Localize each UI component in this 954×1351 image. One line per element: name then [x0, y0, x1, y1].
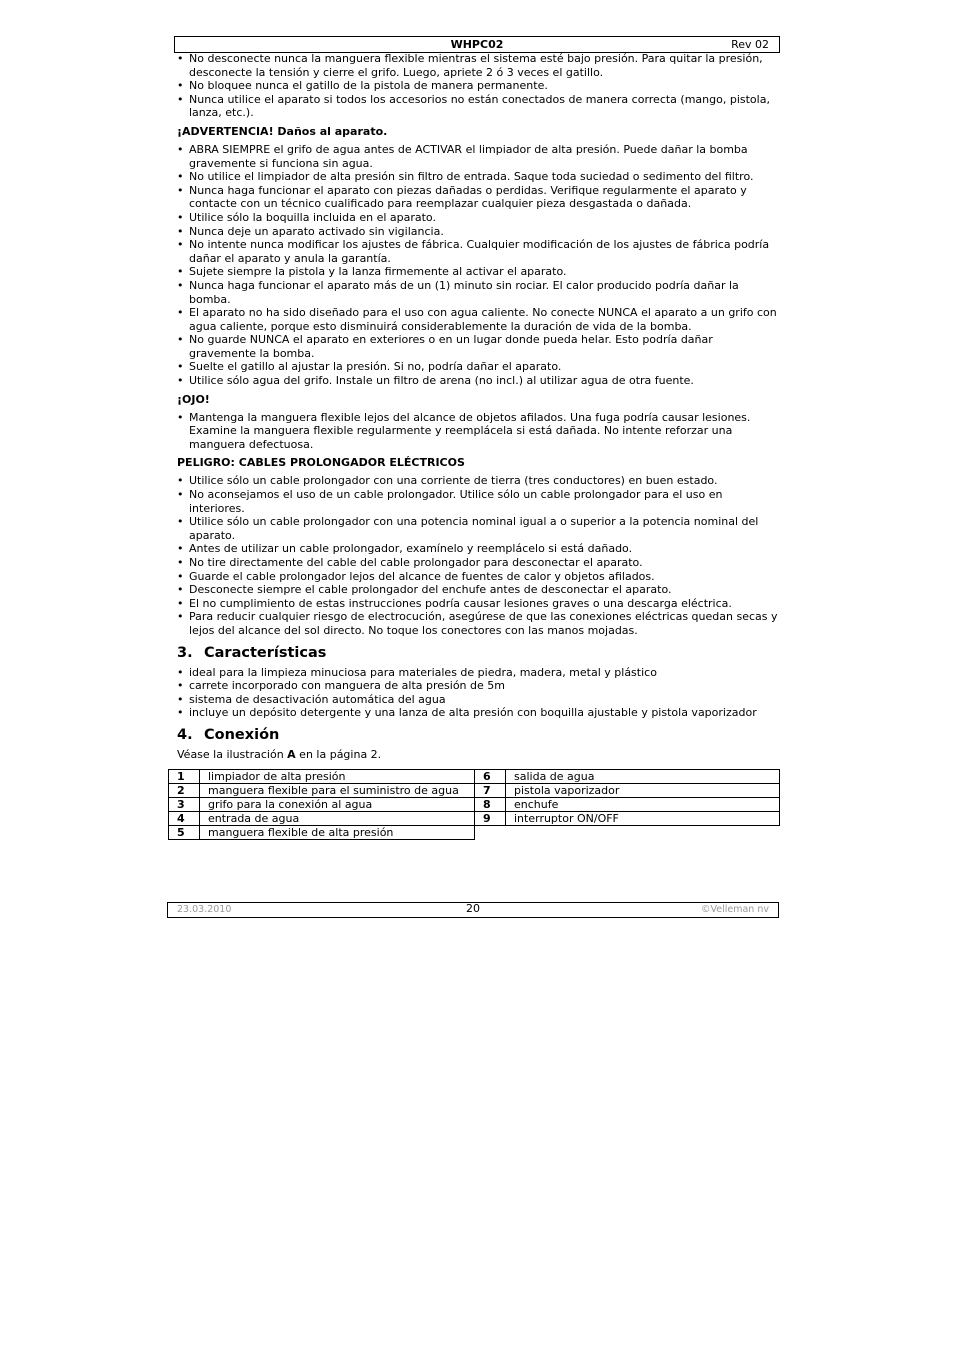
list-item: • El no cumplimiento de estas instrucciones podría causar lesiones graves o una descarga eléctrica.	[177, 597, 779, 611]
table-cell: enchufe	[506, 798, 780, 812]
list-item: • Nunca haga funcionar el aparato más de un (1) minuto sin rociar. El calor producido podría dañar la bomba.	[177, 279, 779, 306]
table-cell: manguera flexible para el suministro de agua	[200, 784, 475, 798]
list-item: • El aparato no ha sido diseñado para el uso con agua caliente. No conecte NUNCA el aparato a un grifo con agua caliente, porque esto disminuirá considerablemente la duración de vida de la bomba.	[177, 306, 779, 333]
table-cell: interruptor ON/OFF	[506, 812, 780, 826]
note-text: en la página 2.	[295, 747, 382, 761]
list-item: • No utilice el limpiador de alta presión sin filtro de entrada. Saque toda suciedad o sedimento del filtro.	[177, 170, 779, 184]
warning-heading: ¡ADVERTENCIA! Daños al aparato.	[177, 124, 388, 138]
table-cell: 6	[475, 770, 506, 784]
list-item: • Nunca haga funcionar el aparato con piezas dañadas o perdidas. Verifique regularmente el aparato y contacte con un técnico cualificado para reemplazar cualquier pieza desgastada o dañada.	[177, 184, 779, 211]
list-item: • No bloquee nunca el gatillo de la pistola de manera permanente.	[177, 79, 779, 93]
list-item: • ABRA SIEMPRE el grifo de agua antes de ACTIVAR el limpiador de alta presión. Puede dañar la bomba gravemente si funciona sin agua.	[177, 143, 779, 170]
features-bullet-list	[177, 666, 779, 720]
list-item: • carrete incorporado con manguera de alta presión de 5m	[177, 679, 779, 693]
table-cell: 9	[475, 812, 506, 826]
section-4-heading	[177, 726, 779, 744]
list-item: • No aconsejamos el uso de un cable prolongador. Utilice sólo un cable prolongador para el uso en interiores.	[177, 488, 779, 515]
illustration-note	[177, 748, 779, 762]
parts-table	[168, 769, 780, 840]
table-cell: salida de agua	[506, 770, 780, 784]
footer-copyright: ©Velleman nv	[701, 904, 769, 915]
section-title: Conexión	[204, 726, 280, 743]
list-item: • Utilice sólo la boquilla incluida en el aparato.	[177, 211, 779, 225]
revision-label: Rev 02	[731, 38, 769, 51]
table-row	[169, 798, 780, 812]
section-number: 4.	[177, 726, 193, 743]
list-item: • Antes de utilizar un cable prolongador, examínelo y reemplácelo si está dañado.	[177, 542, 779, 556]
peligro-heading: PELIGRO: CABLES PROLONGADOR ELÉCTRICOS	[177, 456, 465, 470]
table-cell: 7	[475, 784, 506, 798]
table-cell: 2	[169, 784, 200, 798]
list-item: • No intente nunca modificar los ajustes de fábrica. Cualquier modificación de los ajustes de fábrica podría dañar el aparato y anula la garantía.	[177, 238, 779, 265]
list-item: • Utilice sólo agua del grifo. Instale un filtro de arena (no incl.) al utilizar agua de otra fuente.	[177, 374, 779, 388]
table-cell-empty	[475, 826, 780, 840]
list-item: • ideal para la limpieza minuciosa para materiales de piedra, madera, metal y plástico	[177, 666, 779, 680]
list-item: • Para reducir cualquier riesgo de electrocución, asegúrese de que las conexiones eléctricas quedan secas y lejos del alcance del sol directo. No toque los conectores con las manos mojadas.	[177, 610, 779, 637]
table-cell: grifo para la conexión al agua	[200, 798, 475, 812]
model-title: WHPC02	[450, 38, 504, 51]
list-item: • Utilice sólo un cable prolongador con una potencia nominal igual a o superior a la potencia nominal del aparato.	[177, 515, 779, 542]
table-cell: 1	[169, 770, 200, 784]
table-cell: entrada de agua	[200, 812, 475, 826]
intro-bullet-list	[177, 52, 779, 120]
list-item: • No desconecte nunca la manguera flexible mientras el sistema esté bajo presión. Para quitar la presión, desconecte la tensión y cierre el grifo. Luego, apriete 2 ó 3 veces el gatillo.	[177, 52, 779, 79]
note-text: Véase la ilustración	[177, 747, 288, 761]
list-item: • Desconecte siempre el cable prolongador del enchufe antes de desconectar el aparato.	[177, 583, 779, 597]
table-row	[169, 784, 780, 798]
list-item: • incluye un depósito detergente y una lanza de alta presión con boquilla ajustable y pistola vaporizador	[177, 706, 779, 720]
table-row	[169, 812, 780, 826]
table-row	[169, 826, 780, 840]
footer-date: 23.03.2010	[177, 904, 232, 915]
peligro-bullet-list	[177, 474, 779, 637]
table-cell: 4	[169, 812, 200, 826]
warning-bullet-list	[177, 143, 779, 388]
list-item: • Mantenga la manguera flexible lejos del alcance de objetos afilados. Una fuga podría causar lesiones. Examine la manguera flexible regularmente y reemplácela si está dañada. No intente reforzar una manguera defectuosa.	[177, 411, 779, 452]
table-cell: 5	[169, 826, 200, 840]
table-cell: 8	[475, 798, 506, 812]
table-cell: 3	[169, 798, 200, 812]
ojo-bullet-list	[177, 411, 779, 452]
document-body	[177, 52, 779, 767]
list-item: • Nunca utilice el aparato si todos los accesorios no están conectados de manera correcta (mango, pistola, lanza, etc.).	[177, 93, 779, 120]
ojo-heading: ¡OJO!	[177, 392, 210, 406]
list-item: • Nunca deje un aparato activado sin vigilancia.	[177, 225, 779, 239]
list-item: • Sujete siempre la pistola y la lanza firmemente al activar el aparato.	[177, 265, 779, 279]
list-item: • Guarde el cable prolongador lejos del alcance de fuentes de calor y objetos afilados.	[177, 570, 779, 584]
list-item: • Utilice sólo un cable prolongador con una corriente de tierra (tres conductores) en buen estado.	[177, 474, 779, 488]
list-item: • No tire directamente del cable del cable prolongador para desconectar el aparato.	[177, 556, 779, 570]
note-figure-ref: A	[287, 747, 296, 761]
page-footer	[167, 902, 779, 918]
list-item: • No guarde NUNCA el aparato en exteriores o en un lugar donde pueda helar. Esto podría dañar gravemente la bomba.	[177, 333, 779, 360]
list-item: • Suelte el gatillo al ajustar la presión. Si no, podría dañar el aparato.	[177, 360, 779, 374]
section-3-heading	[177, 644, 779, 662]
page-header	[174, 36, 780, 53]
section-number: 3.	[177, 644, 193, 661]
table-cell: pistola vaporizador	[506, 784, 780, 798]
section-title: Características	[204, 644, 327, 661]
table-cell: limpiador de alta presión	[200, 770, 475, 784]
page-number: 20	[466, 902, 480, 915]
table-cell: manguera flexible de alta presión	[200, 826, 475, 840]
list-item: • sistema de desactivación automática del agua	[177, 693, 779, 707]
table-row	[169, 770, 780, 784]
